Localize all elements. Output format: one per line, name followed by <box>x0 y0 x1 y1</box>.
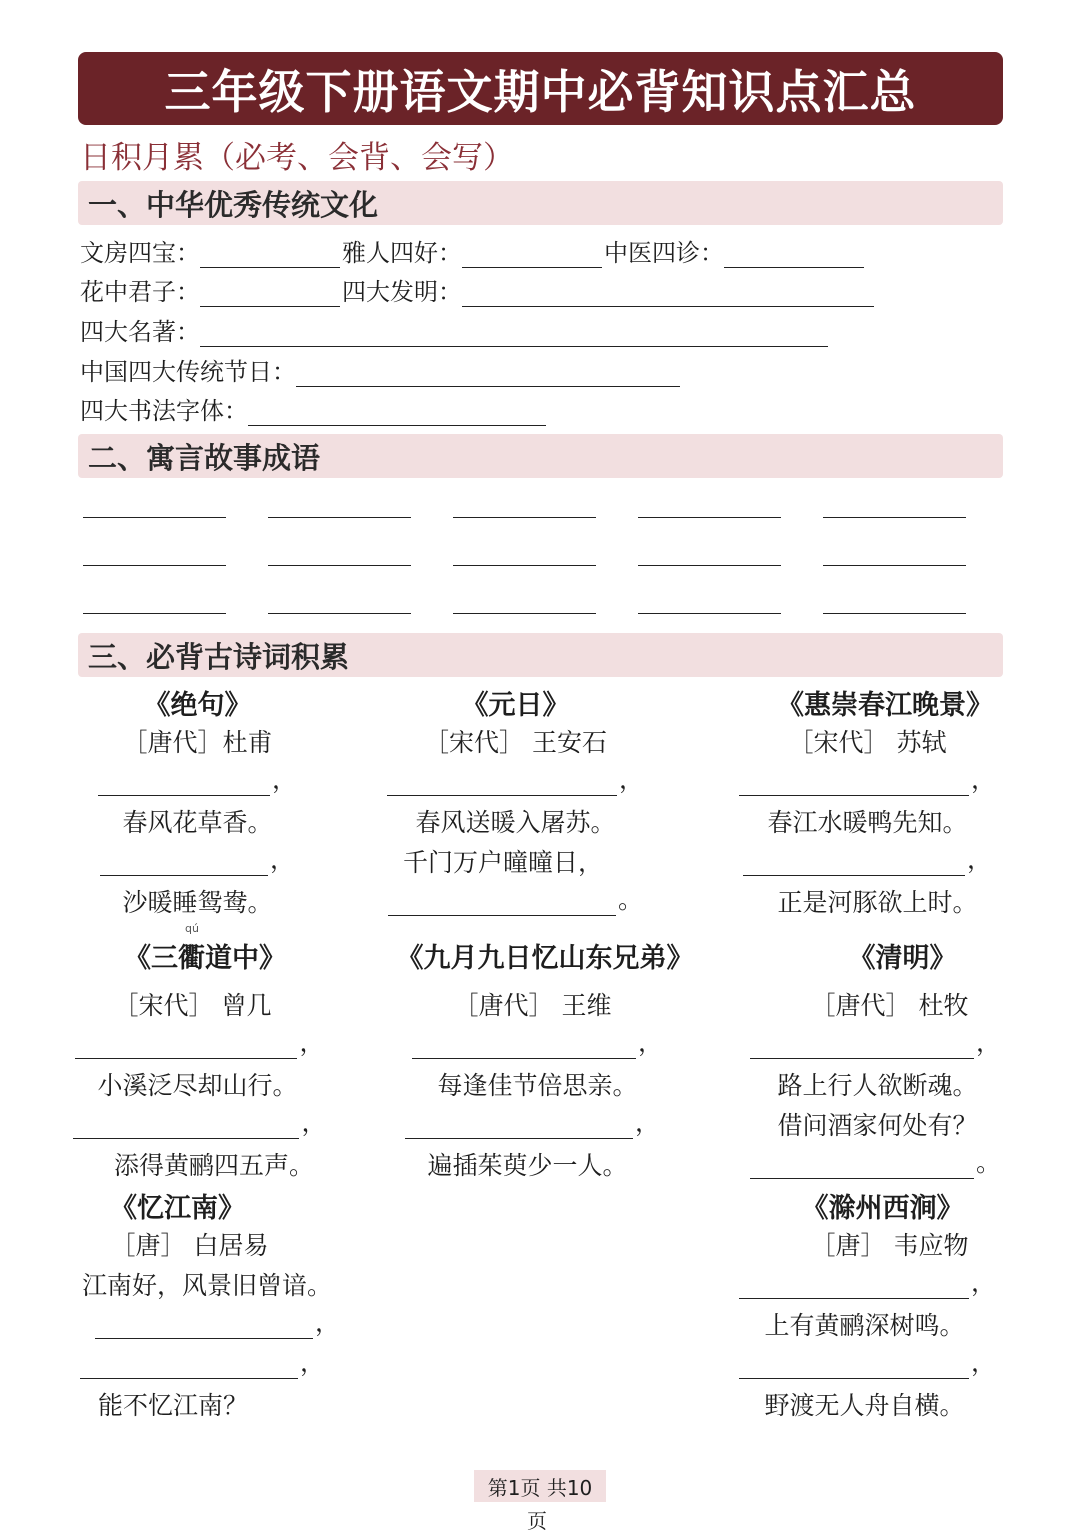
section-heading-idioms: 二、寓言故事成语 <box>78 434 1003 478</box>
poem-author: ［唐代］ 杜牧 <box>810 991 969 1020</box>
poem-blank-line: 。 <box>378 882 653 916</box>
poem-title: 《元日》 <box>461 690 570 721</box>
blank-yaren[interactable] <box>462 243 602 268</box>
poem-line: 遍插茱萸少一人。 <box>427 1151 628 1180</box>
poem-line: 小溪泛尽却山行。 <box>97 1071 298 1100</box>
poem-author: ［唐代］ 王维 <box>453 991 612 1020</box>
poem-title: 《滁州西涧》 <box>801 1193 964 1224</box>
poem-blank-line: ， <box>730 1345 1005 1379</box>
poem-line: 沙暖睡鸳鸯。 <box>122 888 273 917</box>
section-heading-culture: 一、中华优秀传统文化 <box>78 181 1003 225</box>
subtitle: 日积月累（必考、会背、会写） <box>80 140 514 176</box>
idiom-blank[interactable] <box>268 517 411 518</box>
fill-blank[interactable] <box>750 1152 974 1179</box>
fill-blank[interactable] <box>80 1352 298 1379</box>
poem-line: 正是河豚欲上时。 <box>777 888 978 917</box>
fill-row-5 <box>80 392 548 426</box>
pinyin-annotation: qú <box>185 922 199 935</box>
poem-blank-line: ， <box>60 842 335 876</box>
fill-blank[interactable] <box>739 1352 969 1379</box>
poem-blank-line: ， <box>730 762 1005 796</box>
poem-author: ［唐］ 白居易 <box>110 1231 269 1260</box>
poem-author: ［唐代］杜甫 <box>122 728 273 757</box>
label-wenfang: 文房四宝： <box>80 239 200 267</box>
fill-blank[interactable] <box>739 1272 969 1299</box>
label-mingzhu: 四大名著： <box>80 318 200 346</box>
label-jieri: 中国四大传统节日： <box>80 358 296 386</box>
poem-blank-line: ， <box>730 1265 1005 1299</box>
poem-author: ［宋代］ 苏轼 <box>788 728 947 757</box>
poem-blank-line: ， <box>70 1105 330 1139</box>
idiom-blank[interactable] <box>83 517 226 518</box>
idiom-blank[interactable] <box>268 613 411 614</box>
poem-line: 千门万户曈曈日， <box>402 848 603 877</box>
poem-author: ［唐］ 韦应物 <box>810 1231 969 1260</box>
page-title: 三年级下册语文期中必背知识点汇总 <box>78 52 1003 125</box>
label-yaren: 雅人四好： <box>342 239 462 267</box>
poem-title: 《九月九日忆山东兄弟》 <box>396 943 694 974</box>
poem-title: 《惠崇春江晚景》 <box>777 690 993 721</box>
fill-blank[interactable] <box>95 1312 313 1339</box>
poem-line: 添得黄鹂四五声。 <box>114 1151 315 1180</box>
idiom-blank[interactable] <box>453 565 596 566</box>
poem-line: 野渡无人舟自横。 <box>764 1391 965 1420</box>
poem-title: 《三衢道中》 <box>124 943 286 974</box>
poem-author: ［宋代］ 王安石 <box>424 728 607 757</box>
poem-blank-line: ， <box>730 842 1005 876</box>
fill-row-4 <box>80 353 682 387</box>
poem-blank-line: ， <box>378 762 653 796</box>
blank-shufa[interactable] <box>248 401 546 426</box>
poem-blank-line: ， <box>80 1345 325 1379</box>
poem-blank-line: ， <box>60 762 335 796</box>
fill-row-2 <box>80 273 876 307</box>
poem-title: 《忆江南》 <box>110 1193 245 1224</box>
poem-line: 借问酒家何处有？ <box>777 1111 978 1140</box>
fill-blank[interactable] <box>75 1032 297 1059</box>
poem-blank-line: ， <box>95 1305 340 1339</box>
idiom-blank[interactable] <box>638 565 781 566</box>
blank-huazhong[interactable] <box>200 282 340 307</box>
poem-line: 春风花草香。 <box>122 808 273 837</box>
label-huazhong: 花中君子： <box>80 278 200 306</box>
label-faming: 四大发明： <box>342 278 462 306</box>
page-indicator: 第1页 共10 <box>474 1470 606 1502</box>
poem-blank-line: ， <box>70 1025 330 1059</box>
idiom-blank[interactable] <box>823 517 966 518</box>
fill-blank[interactable] <box>743 849 965 876</box>
poem-blank-line: 。 <box>738 1145 1013 1179</box>
blank-mingzhu[interactable] <box>200 322 828 347</box>
poem-title: 《清明》 <box>848 943 957 974</box>
poem-line: 春江水暖鸭先知。 <box>767 808 968 837</box>
idiom-blank[interactable] <box>268 565 411 566</box>
poem-line: 上有黄鹂深树鸣。 <box>764 1311 965 1340</box>
idiom-blank[interactable] <box>453 613 596 614</box>
idiom-blank[interactable] <box>83 613 226 614</box>
blank-faming[interactable] <box>462 282 874 307</box>
poem-title: 《绝句》 <box>143 690 252 721</box>
poem-line: 能不忆江南？ <box>98 1391 249 1420</box>
poem-blank-line: ， <box>738 1025 1013 1059</box>
poem-blank-line: ， <box>400 1025 675 1059</box>
blank-zhongyi[interactable] <box>724 243 864 268</box>
idiom-blank[interactable] <box>823 613 966 614</box>
poem-line: 路上行人欲断魂。 <box>777 1071 978 1100</box>
poem-line: 江南好，风景旧曾谙。 <box>82 1271 333 1300</box>
idiom-blank[interactable] <box>83 565 226 566</box>
poem-line: 春风送暖入屠苏。 <box>415 808 616 837</box>
fill-blank[interactable] <box>405 1112 633 1139</box>
label-shufa: 四大书法字体： <box>80 397 248 425</box>
fill-row-3 <box>80 313 830 347</box>
fill-blank[interactable] <box>100 849 268 876</box>
poem-author: ［宋代］ 曾几 <box>113 991 272 1020</box>
idiom-blank[interactable] <box>453 517 596 518</box>
fill-blank[interactable] <box>739 769 969 796</box>
label-zhongyi: 中医四诊： <box>604 239 724 267</box>
fill-blank[interactable] <box>750 1032 974 1059</box>
fill-blank[interactable] <box>73 1112 299 1139</box>
blank-jieri[interactable] <box>296 362 680 387</box>
section-heading-poems: 三、必背古诗词积累 <box>78 633 1003 677</box>
fill-blank[interactable] <box>98 769 270 796</box>
fill-blank[interactable] <box>387 769 617 796</box>
fill-row-1 <box>80 234 866 268</box>
idiom-blank[interactable] <box>823 565 966 566</box>
idiom-blank[interactable] <box>638 517 781 518</box>
fill-blank[interactable] <box>412 1032 636 1059</box>
blank-wenfang[interactable] <box>200 243 340 268</box>
fill-blank[interactable] <box>388 889 616 916</box>
poem-line: 每逢佳节倍思亲。 <box>437 1071 638 1100</box>
page-indicator-suffix: 页 <box>527 1509 547 1533</box>
idiom-blank[interactable] <box>638 613 781 614</box>
poem-blank-line: ， <box>395 1105 670 1139</box>
